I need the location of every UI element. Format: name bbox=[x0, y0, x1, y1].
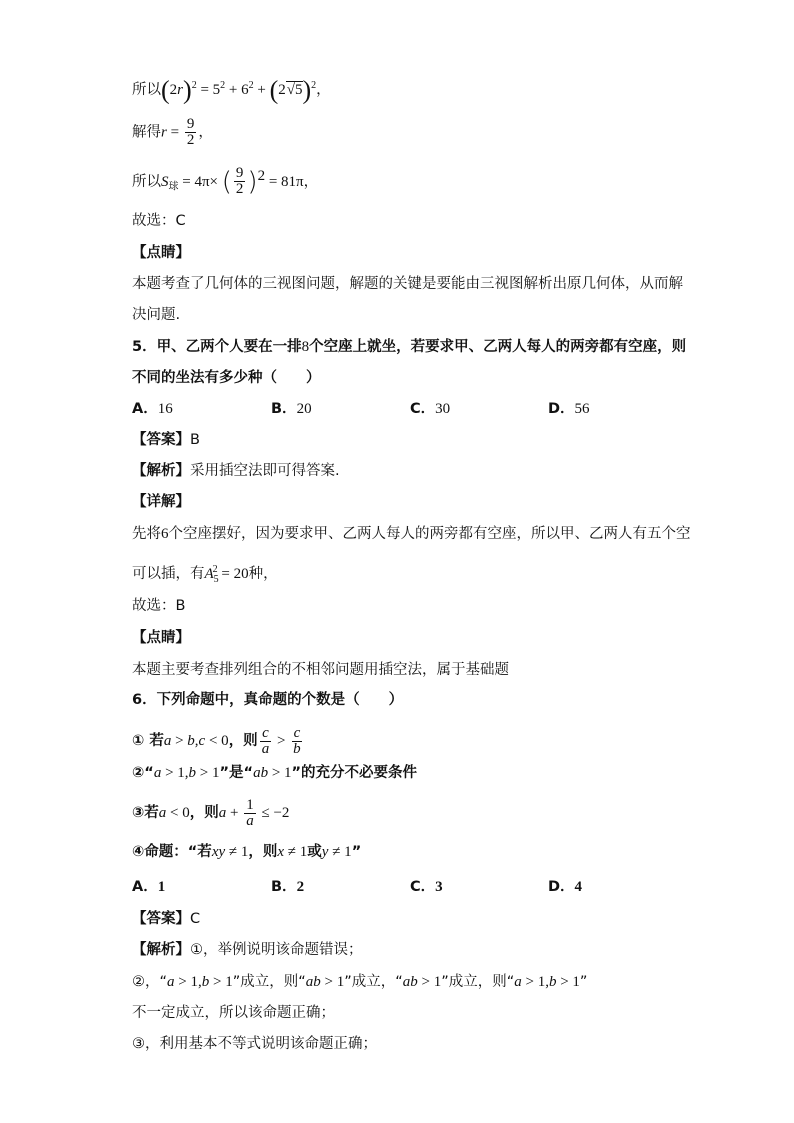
q5-analysis: 【解析】采用插空法即可得答案. bbox=[132, 463, 340, 479]
q5-answer: 【答案】B bbox=[132, 432, 200, 448]
formula-line-1: 所以$(2r)^2 = 5^2 + 6^2 + (2√5)^2$， bbox=[132, 75, 331, 105]
q6-option-d: D．4 bbox=[548, 879, 583, 895]
q6-answer: 【答案】C bbox=[132, 911, 201, 927]
q6-analysis-1: 【解析】①，举例说明该命题错误； bbox=[132, 942, 363, 958]
formula-line-2: 解得r = $\frac{9}{2}$ ， bbox=[132, 116, 213, 148]
q5-detail-line-b: 可以插，有$A_5^2 = 20$种， bbox=[132, 564, 278, 585]
q5-option-a: A．16 bbox=[132, 401, 173, 417]
q6-item-3: ③若a < 0，则a + $\frac{1}{a}$ ≤ −2 bbox=[132, 797, 290, 829]
q5-stem-line-b: 不同的坐法有多少种（ ） bbox=[132, 370, 321, 386]
q5-option-b: B．20 bbox=[271, 401, 312, 417]
q6-option-a: A．1 bbox=[132, 879, 166, 895]
q6-item-4: ④命题：“若xy ≠ 1，则x ≠ 1或y ≠ 1” bbox=[132, 844, 362, 860]
q6-analysis-4: ③，利用基本不等式说明该命题正确； bbox=[132, 1036, 377, 1052]
note-line-b: 决问题. bbox=[132, 307, 181, 323]
q5-stem-line-a: 5．甲、乙两个人要在一排8个空座上就坐，若要求甲、乙两人每人的两旁都有空座，则 bbox=[132, 339, 687, 355]
fraction-9-2: $\frac{9}{2}$ bbox=[186, 116, 195, 148]
q5-dianjing-heading: 【点睛】 bbox=[132, 630, 190, 646]
q6-analysis-3: 不一定成立，所以该命题正确； bbox=[132, 1005, 335, 1021]
q6-item-2: ②“a > 1,b > 1”是“ab > 1”的充分不必要条件 bbox=[132, 765, 418, 781]
q5-option-d: D．56 bbox=[548, 401, 590, 417]
formula-2r-squared: $(2r)^2 = 5^2 + 6^2 + (2√5)^2$ bbox=[161, 75, 317, 105]
choose-c: 故选：C bbox=[132, 213, 186, 229]
q5-choose: 故选：B bbox=[132, 598, 186, 614]
q5-note: 本题主要考查排列组合的不相邻问题用插空法，属于基础题 bbox=[132, 662, 509, 678]
note-line-a: 本题考查了几何体的三视图问题，解题的关键是要能由三视图解析出原几何体，从而解 bbox=[132, 276, 683, 292]
q6-item-1: ① 若a > b,c < 0，则 $\frac{c}{a}$ > $\frac{c}{b}$ bbox=[132, 725, 301, 757]
fraction-9-2: $\frac{9}{2}$ bbox=[235, 165, 244, 198]
q6-option-c: C．3 bbox=[410, 879, 443, 895]
q6-option-b: B．2 bbox=[271, 879, 305, 895]
q6-stem: 6．下列命题中，真命题的个数是（ ） bbox=[132, 692, 404, 708]
formula-line-3: 所以$S_球 = 4\pi\times$ ( $\frac{9}{2}$ )$^2$ = 81π， bbox=[132, 165, 319, 198]
q5-detail-line-a: 先将6个空座摆好，因为要求甲、乙两人每人的两旁都有空座，所以甲、乙两人有五个空 bbox=[132, 526, 691, 542]
q6-analysis-2: ②，“a > 1,b > 1”成立，则“ab > 1”成立，“ab > 1”成立，则“a > 1,b > 1” bbox=[132, 974, 588, 990]
dianjing-heading: 【点睛】 bbox=[132, 245, 190, 261]
q5-option-c: C．30 bbox=[410, 401, 451, 417]
q5-detail-heading: 【详解】 bbox=[132, 494, 190, 510]
